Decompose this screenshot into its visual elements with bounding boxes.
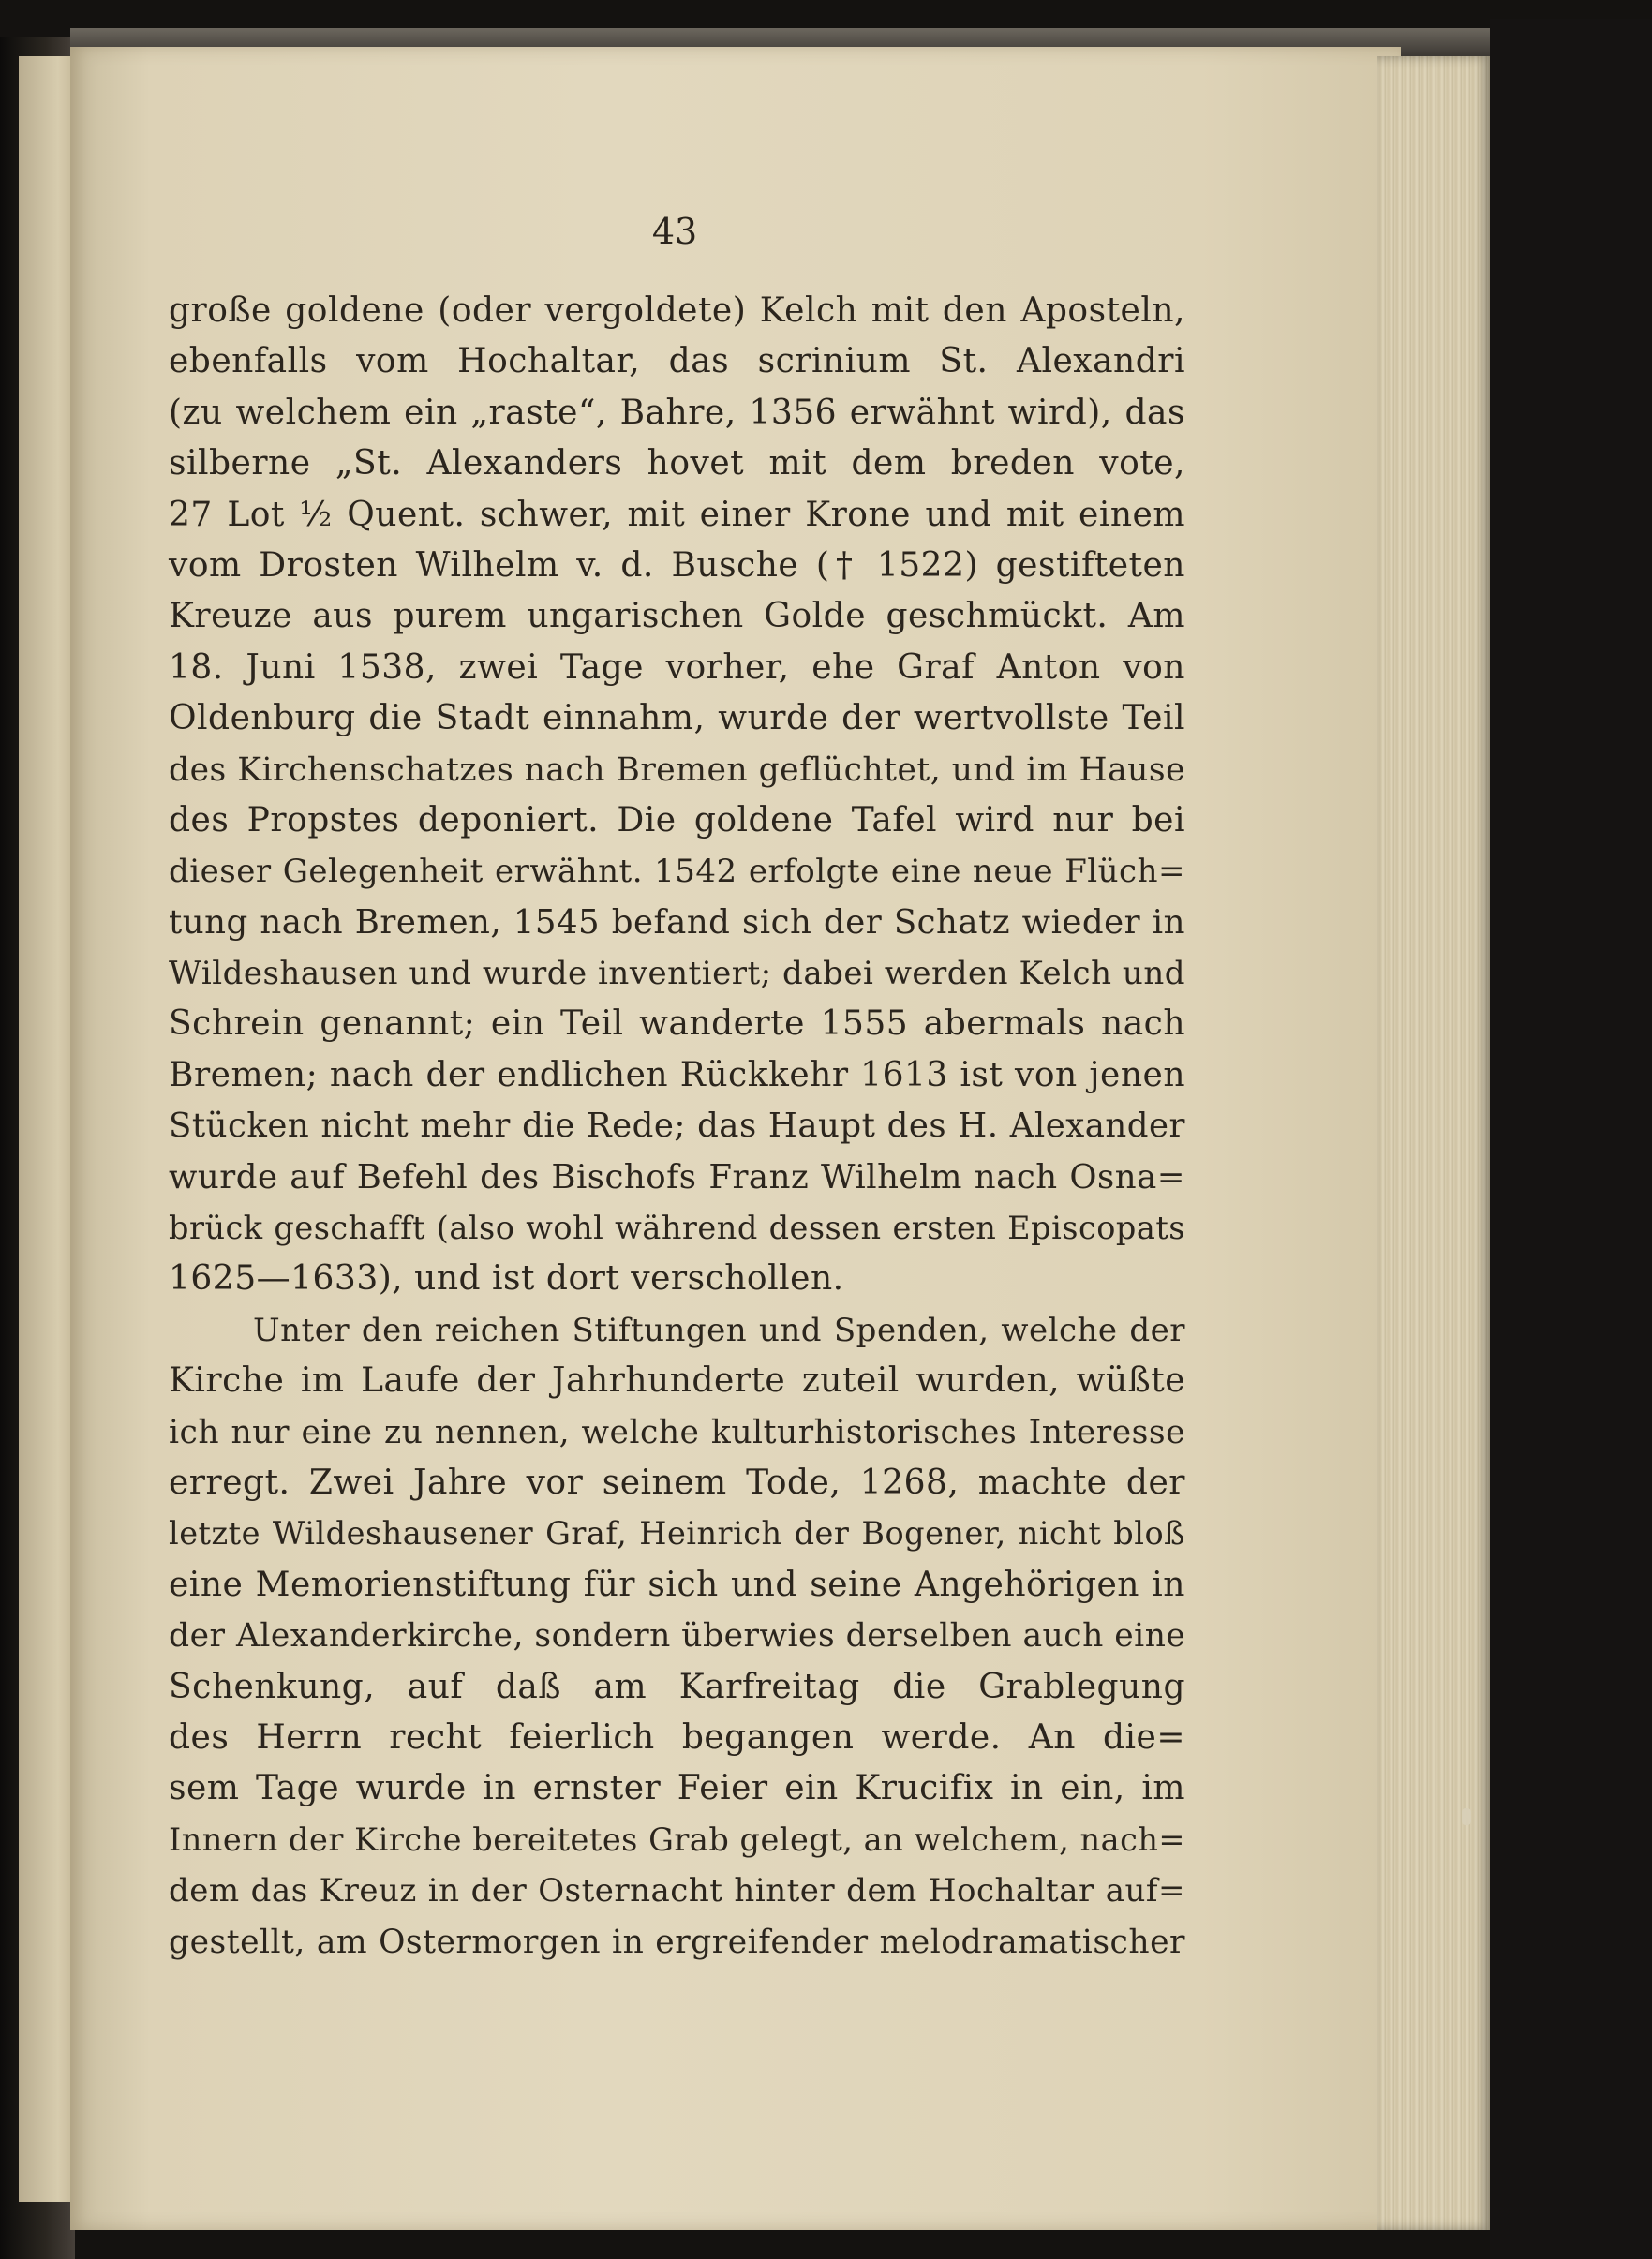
text-line: dieser Gelegenheit erwähnt. 1542 erfolgte eine neue Flüch= — [169, 853, 1185, 891]
text-line: Innern der Kirche bereitetes Grab gelegt, an welchem, nach= — [169, 1821, 1185, 1858]
body-text — [169, 286, 1185, 1968]
text-line: der Alexanderkirche, sondern überwies derselben auch eine — [169, 1617, 1186, 1656]
text-line: Oldenburg die Stadt einnahm, wurde der wertvollste Teil — [169, 699, 1185, 738]
text-line: Kreuze aus purem ungarischen Golde geschmückt. Am — [169, 597, 1185, 636]
text-line: ich nur eine zu nennen, welche kulturhistorisches Interesse — [169, 1413, 1185, 1451]
text-line: 18. Juni 1538, zwei Tage vorher, ehe Graf Anton von — [169, 647, 1185, 687]
text-line: letzte Wildeshausener Graf, Heinrich der Bogener, nicht bloß — [169, 1515, 1185, 1553]
text-line: dem das Kreuz in der Osternacht hinter dem Hochaltar auf= — [169, 1872, 1185, 1910]
text-line: 27 Lot ½ Quent. schwer, mit einer Krone und mit einem — [169, 495, 1185, 534]
page-stack-edge — [1377, 56, 1490, 2230]
text-line: vom Drosten Wilhelm v. d. Busche († 1522) gestifteten — [169, 545, 1185, 585]
text-line: Schenkung, auf daß am Karfreitag die Grablegung — [169, 1667, 1185, 1706]
text-line: (zu welchem ein „raste“, Bahre, 1356 erwähnt wird), das — [169, 393, 1185, 432]
text-line: des Propstes deponiert. Die goldene Tafel wird nur bei — [169, 800, 1185, 840]
text-line: 1625—1633), und ist dort verschollen. — [169, 1259, 844, 1299]
text-line: Bremen; nach der endlichen Rückkehr 1613 ist von jenen — [169, 1055, 1185, 1094]
text-line: eine Memorienstiftung für sich und seine Angehörigen in — [169, 1565, 1185, 1604]
text-line: große goldene (oder vergoldete) Kelch mit den Aposteln, — [169, 291, 1185, 330]
text-line: gestellt, am Ostermorgen in ergreifender melodramatischer — [169, 1923, 1185, 1961]
text-line: des Herrn recht feierlich begangen werde. An die= — [169, 1717, 1185, 1757]
left-page-edge — [19, 56, 75, 2202]
text-line: ebenfalls vom Hochaltar, das scrinium St. Alexandri — [169, 342, 1185, 381]
book-cover-right — [1490, 19, 1652, 2259]
text-line: Unter den reichen Stiftungen und Spenden, welche der — [253, 1311, 1185, 1349]
text-line: Wildeshausen und wurde inventiert; dabei werden Kelch und — [169, 955, 1185, 993]
text-line: sem Tage wurde in ernster Feier ein Krucifix in ein, im — [169, 1769, 1185, 1808]
page-blemish — [1462, 1808, 1471, 1825]
text-line: Kirche im Laufe der Jahrhunderte zuteil wurden, wüßte — [169, 1361, 1185, 1401]
text-line: des Kirchenschatzes nach Bremen geflüchtet, und im Hause — [169, 751, 1185, 789]
text-line: tung nach Bremen, 1545 befand sich der Schatz wieder in — [169, 902, 1185, 942]
text-line: Schrein genannt; ein Teil wanderte 1555 abermals nach — [169, 1004, 1185, 1044]
text-line: wurde auf Befehl des Bischofs Franz Wilhelm nach Osna= — [169, 1157, 1185, 1196]
text-line: Stücken nicht mehr die Rede; das Haupt des H. Alexander — [169, 1107, 1185, 1146]
text-line: brück geschafft (also wohl während dessen ersten Episcopats — [169, 1210, 1185, 1247]
page-number: 43 — [651, 211, 698, 252]
text-line: silberne „St. Alexanders hovet mit dem breden vote, — [169, 444, 1185, 483]
text-line: erregt. Zwei Jahre vor seinem Tode, 1268, machte der — [169, 1463, 1185, 1502]
